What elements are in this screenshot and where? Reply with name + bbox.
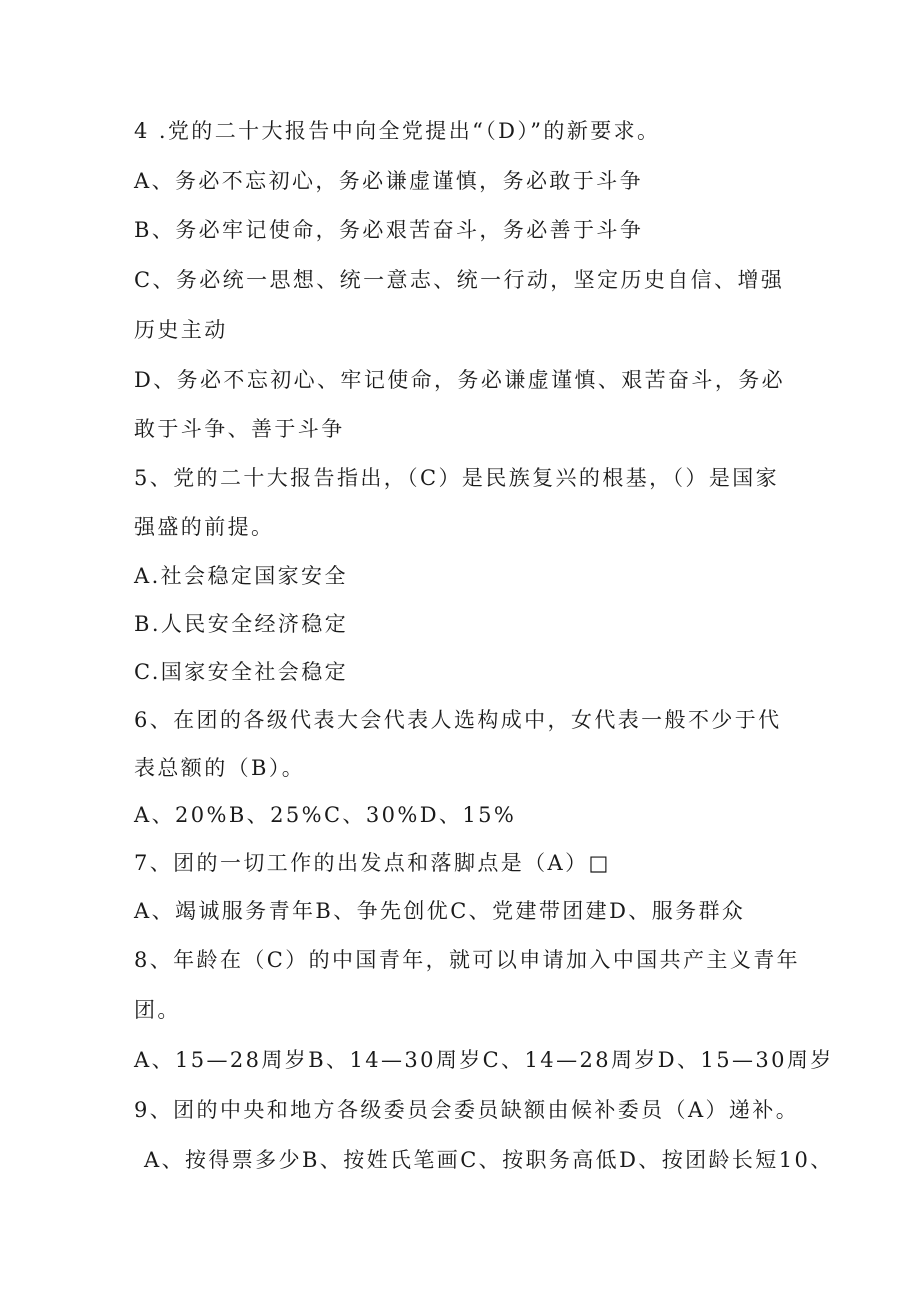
question-4-option-a: A、务必不忘初心，务必谦虚谨慎，务必敢于斗争 <box>134 169 643 193</box>
question-4-stem: 4 .党的二十大报告中向全党提出“（D）”的新要求。 <box>134 119 661 143</box>
question-7-stem: 7、团的一切工作的出发点和落脚点是（A）□ <box>134 851 611 875</box>
question-5-stem: 5、党的二十大报告指出，（C）是民族复兴的根基，（）是国家 <box>134 466 780 490</box>
question-9-stem: 9、团的中央和地方各级委员会委员缺额由候补委员（A）递补。 <box>134 1098 800 1122</box>
question-5-stem-cont: 强盛的前提。 <box>134 515 275 539</box>
question-6-options: A、20%B、25%C、30%D、15% <box>134 803 517 827</box>
question-5-option-b: B.人民安全经济稳定 <box>134 612 349 636</box>
question-9-options: A、按得票多少B、按姓氏笔画C、按职务高低D、按团龄长短10、 <box>144 1148 834 1172</box>
question-4-option-c: C、务必统一思想、统一意志、统一行动，坚定历史自信、增强 <box>134 268 785 292</box>
question-8-options: A、15—28周岁B、14—30周岁C、14—28周岁D、15—30周岁 <box>134 1048 834 1072</box>
question-4-option-c-cont: 历史主动 <box>134 318 228 342</box>
question-5-option-c: C.国家安全社会稳定 <box>134 660 348 684</box>
question-8-stem: 8、年龄在（C）的中国青年，就可以申请加入中国共产主义青年 <box>134 948 801 972</box>
question-5-option-a: A.社会稳定国家安全 <box>134 564 348 588</box>
question-7-options: A、竭诚服务青年B、争先创优C、党建带团建D、服务群众 <box>134 899 746 923</box>
question-6-stem-cont: 表总额的（B）。 <box>134 756 306 780</box>
question-4-option-b: B、务必牢记使命，务必艰苦奋斗，务必善于斗争 <box>134 218 644 242</box>
question-4-option-d: D、务必不忘初心、牢记使命，务必谦虚谨慎、艰苦奋斗，务必 <box>134 368 786 392</box>
question-8-stem-cont: 团。 <box>134 998 181 1022</box>
question-6-stem: 6、在团的各级代表大会代表人选构成中，女代表一般不少于代 <box>134 708 782 732</box>
question-4-option-d-cont: 敢于斗争、善于斗争 <box>134 417 345 441</box>
